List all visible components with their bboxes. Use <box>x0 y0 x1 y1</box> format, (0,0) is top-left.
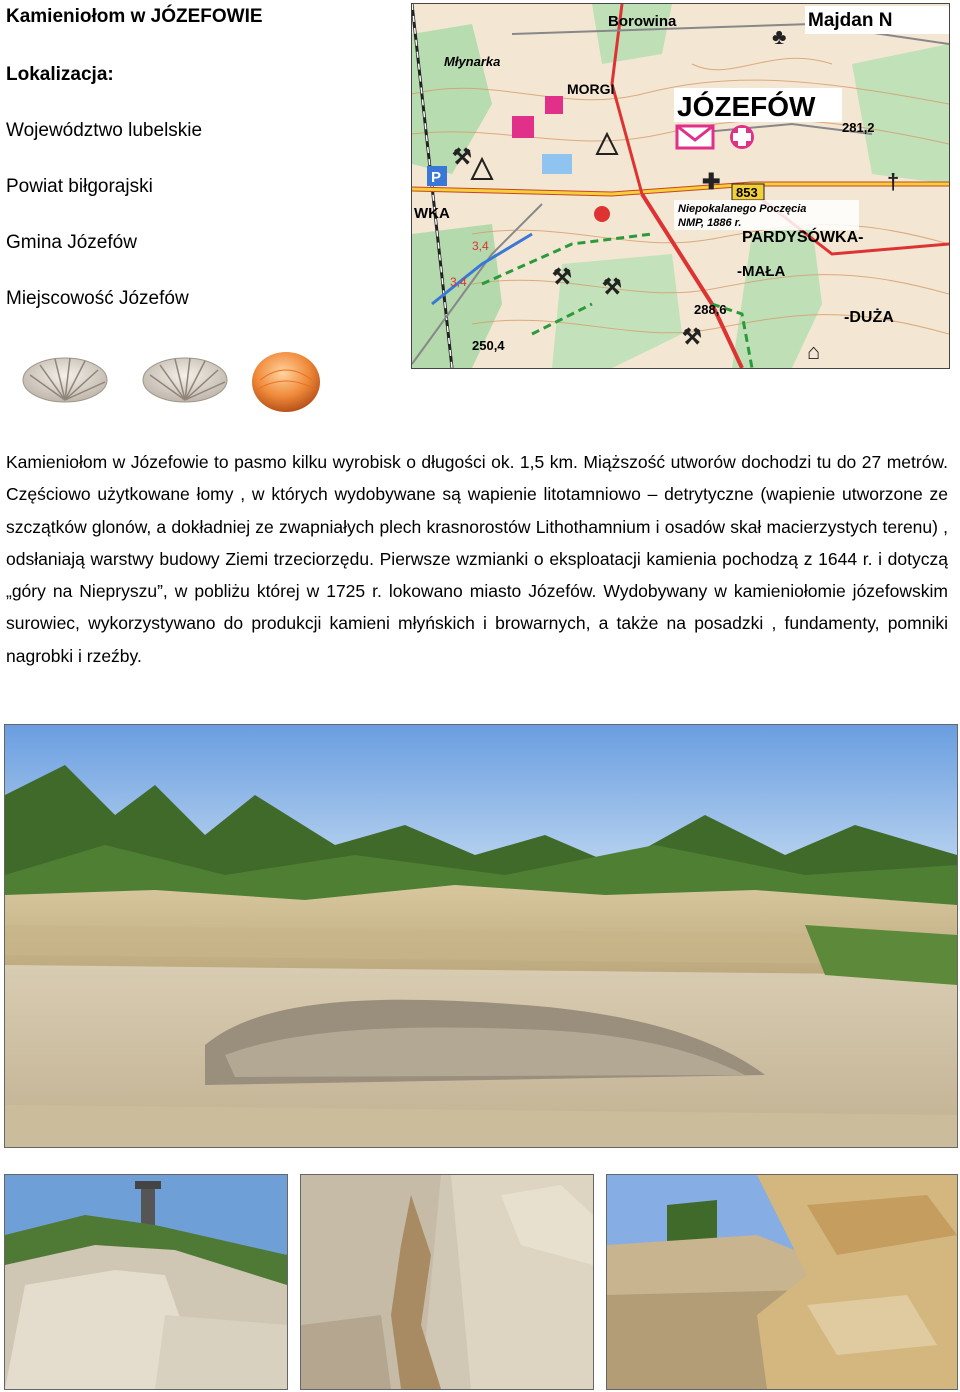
map-label-wka: WKA <box>414 205 450 222</box>
location-commune: Gmina Józefów <box>6 232 137 253</box>
svg-text:⚒: ⚒ <box>682 324 702 349</box>
quarry-main-photo <box>4 724 958 1148</box>
shell-icon-1 <box>23 358 107 402</box>
map-label-elevation-1: 281,2 <box>842 120 875 135</box>
svg-text:♣: ♣ <box>772 24 787 49</box>
svg-text:⚒: ⚒ <box>602 274 622 299</box>
svg-text:✚: ✚ <box>702 169 721 194</box>
map-label-mala: -MAŁA <box>737 263 786 280</box>
svg-text:P: P <box>431 169 442 186</box>
location-county: Powiat biłgorajski <box>6 176 153 197</box>
map-label-height-2: 3,4 <box>450 275 467 289</box>
quarry-photo-wall <box>300 1174 594 1390</box>
page-title: Kamieniołom w JÓZEFOWIE <box>6 6 263 27</box>
location-voivodeship: Województwo lubelskie <box>6 120 203 141</box>
svg-text:⌂: ⌂ <box>807 339 821 364</box>
map-label-elevation-2: 288,6 <box>694 302 727 317</box>
map-label-majdan: Majdan N <box>808 10 893 31</box>
map-label-duza: -DUŻA <box>844 309 894 326</box>
description-paragraph: Kamieniołom w Józefowie to pasmo kilku wyrobisk o długości ok. 1,5 km. Miąższość utworów dochodzi tu do 27 metrów. Częściowo użytkowane łomy , w których wydobywane są wapienie litotamniowo – detrytyczne (wapienie utworzone ze szczątków glonów, a dokładniej ze zwapniałych plech krasnorostów Lithothamnium i osadów skał macierzystych terenu) , odsłaniają warstwy budowy Ziemi trzeciorzędu. Pierwsze wzmianki o eksploatacji kamienia pochodzą z 1644 r. i dotyczą „góry na Niepryszu”, w pobliżu której w 1725 r. lokowano miasto Józefów. Wydobywany w kamieniołomie józefowskim surowiec, wykorzystywano do produkcji kamieni młyńskich i browarnych, a także na posadzki , fundamenty, pomniki nagrobki i rzeźby. <box>6 452 948 666</box>
svg-text:⚒: ⚒ <box>452 144 472 169</box>
map-label-church-1: Niepokalanego Poczęcia <box>678 203 807 215</box>
quarry-photo-tower <box>4 1174 288 1390</box>
map-label-elevation-3: 250,4 <box>472 338 505 353</box>
shell-decorations <box>20 350 340 420</box>
svg-text:⚒: ⚒ <box>552 264 572 289</box>
map-label-pardysowka: PARDYSÓWKA- <box>742 229 864 246</box>
map-label-town: JÓZEFÓW <box>677 91 816 122</box>
location-town: Miejscowość Józefów <box>6 288 189 309</box>
map-label-borowina: Borowina <box>608 13 677 30</box>
map-label-mlynarka: Młynarka <box>444 54 501 69</box>
location-label: Lokalizacja: <box>6 64 114 85</box>
shell-icon-2 <box>143 358 227 402</box>
svg-text:†: † <box>887 169 900 194</box>
map-label-morgi: MORGI <box>567 81 615 97</box>
shell-icon-3 <box>252 352 320 412</box>
quarry-photo-rockface <box>606 1174 958 1390</box>
map-label-height-1: 3,4 <box>472 239 489 253</box>
topographic-map <box>411 3 950 369</box>
map-label-road-number: 853 <box>736 185 758 200</box>
map-label-church-2: NMP, 1886 r. <box>678 217 742 229</box>
